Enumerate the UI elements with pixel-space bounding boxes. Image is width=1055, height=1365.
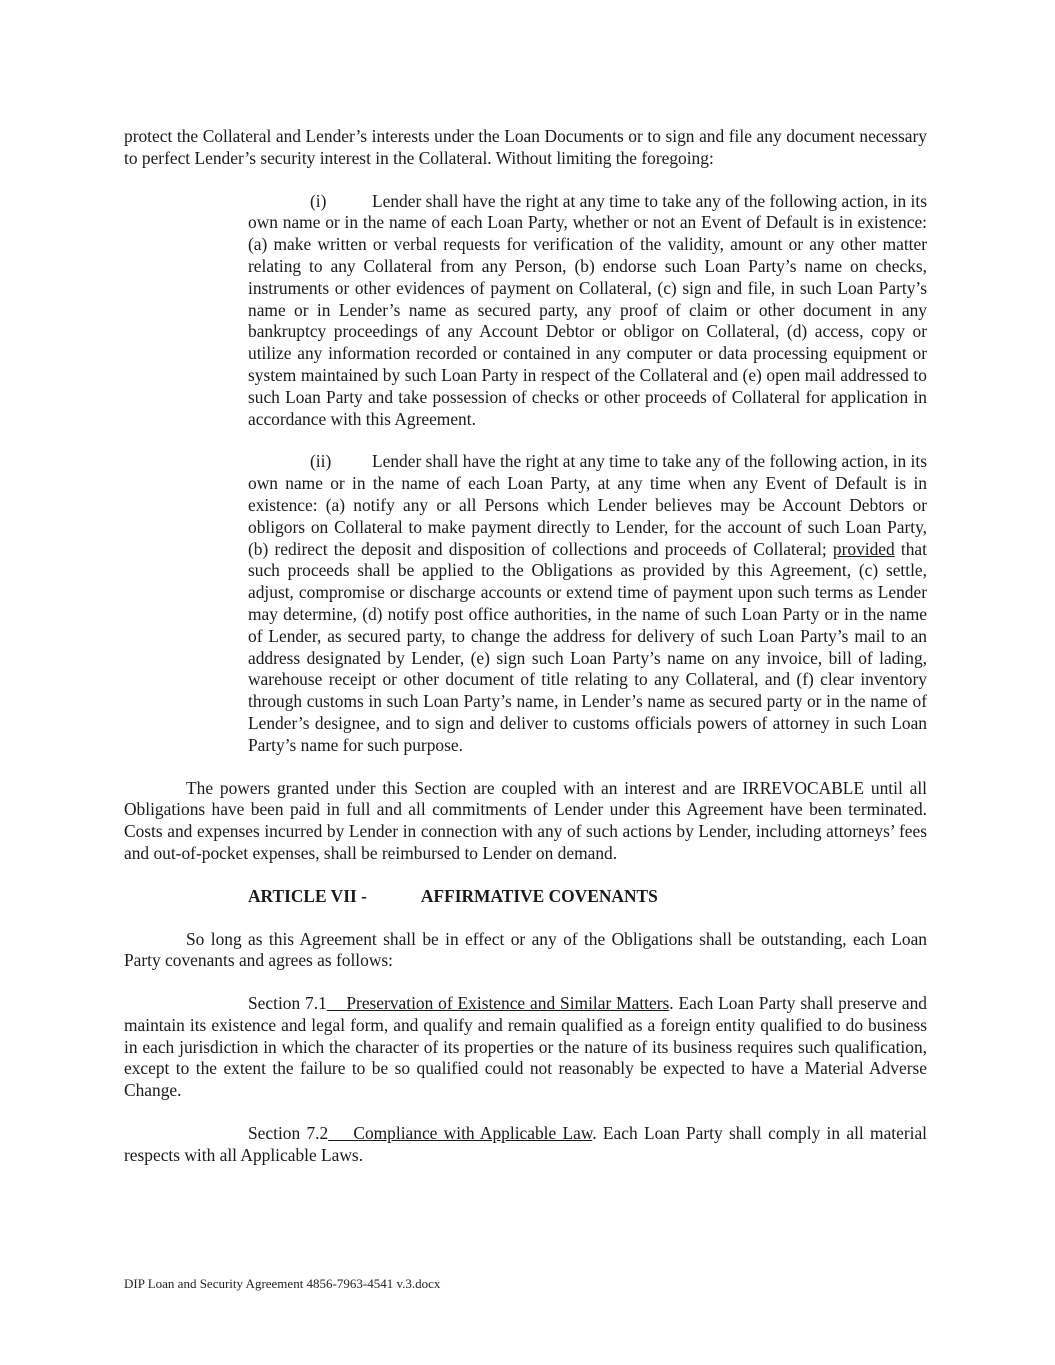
clause-ii-text-before: Lender shall have the right at any time to take any of the following action, in its own name or in the name of each Loan Party, at any time when any Event of Default is in existence: (a) notify any or all Persons which Lender believes may be Account Debtors or obligors on Collateral to make payment directly to Lender, for the account of such Loan Party, (b) redirect the deposit and disposition of collections and proceeds of Collateral; xyxy=(248,451,927,559)
article-heading xyxy=(248,886,927,908)
section-7-2-number: Section 7.2 xyxy=(248,1123,329,1144)
section-7-2 xyxy=(124,1123,927,1167)
intro-paragraph: protect the Collateral and Lender’s interests under the Loan Documents or to sign and file any document necessary to perfect Lender’s security interest in the Collateral. Without limiting the foregoing: xyxy=(124,126,927,168)
section-7-1-body: . Each Loan Party shall preserve and maintain its existence and legal form, and qualify and remain qualified as a foreign entity qualified to do business in each jurisdiction in which the character of its properties or the nature of its business requires such qualification, except to the extent the failure to be so qualified could not reasonably be expected to have a Material Adverse Change. xyxy=(124,993,927,1101)
section-7-1 xyxy=(124,993,927,1102)
powers-paragraph: The powers granted under this Section are coupled with an interest and are IRREVOCABLE until all Obligations have been paid in full and all commitments of Lender under this Agreement have been terminated. Costs and expenses incurred by Lender in connection with any of such actions by Lender, including attorneys’ fees and out-of-pocket expenses, shall be reimbursed to Lender on demand. xyxy=(124,777,927,863)
section-7-1-title: Preservation of Existence and Similar Matters xyxy=(346,993,670,1014)
article-label: ARTICLE VII - xyxy=(248,885,367,906)
section-7-1-spacer xyxy=(327,993,347,1013)
document-footer: DIP Loan and Security Agreement 4856-7963-4541 v.3.docx xyxy=(124,1276,441,1291)
section-7-2-spacer xyxy=(328,1123,353,1143)
clause-ii-text-after: that such proceeds shall be applied to the Obligations as provided by this Agreement, (c) settle, adjust, compromise or discharge accounts or extend time of payment upon such terms as Lender may determine, (d) notify post office authorities, in the name of such Loan Party or in the name of Lender, as secured party, to change the address for delivery of such Loan Party’s mail to an address designated by Lender, (e) sign such Loan Party’s name on any invoice, bill of lading, warehouse receipt or other document of title relating to any Collateral, and (f) clear inventory through customs in such Loan Party’s name, in Lender’s name as secured party or in the name of Lender’s designee, and to sign and deliver to customs officials powers of attorney in such Loan Party’s name for such purpose. xyxy=(248,538,927,755)
covenant-intro: So long as this Agreement shall be in effect or any of the Obligations shall be outstanding, each Loan Party covenants and agrees as follows: xyxy=(124,928,927,971)
section-7-2-title: Compliance with Applicable Law xyxy=(353,1123,593,1144)
clause-ii-number: (ii) xyxy=(310,451,332,472)
clause-i-text: Lender shall have the right at any time to take any of the following action, in its own name or in the name of each Loan Party, whether or not an Event of Default is in existence: (a) make written or verbal requests for verification of the validity, amount or any other matter relating to any Collateral from any Person, (b) endorse such Loan Party’s name on checks, instruments or other evidences of payment on Collateral, (c) sign and file, in such Loan Party’s name or in Lender’s name as secured party, any proof of claim or other document in any bankruptcy proceedings of any Account Debtor or obligor on Collateral, (d) access, copy or utilize any information recorded or contained in any computer or data processing equipment or system maintained by such Loan Party in respect of the Collateral and (e) open mail addressed to such Loan Party and take possession of checks or other proceeds of Collateral for application in accordance with this Agreement. xyxy=(248,190,927,429)
document-page xyxy=(124,126,927,1188)
clause-i xyxy=(248,191,927,431)
clause-ii-provided: provided xyxy=(832,538,895,559)
section-7-1-number: Section 7.1 xyxy=(248,993,327,1014)
clause-i-number: (i) xyxy=(310,190,327,211)
section-7-2-body: . Each Loan Party shall comply in all material respects with all Applicable Laws. xyxy=(124,1123,928,1165)
article-title: AFFIRMATIVE COVENANTS xyxy=(420,885,658,906)
clause-ii xyxy=(248,451,927,756)
